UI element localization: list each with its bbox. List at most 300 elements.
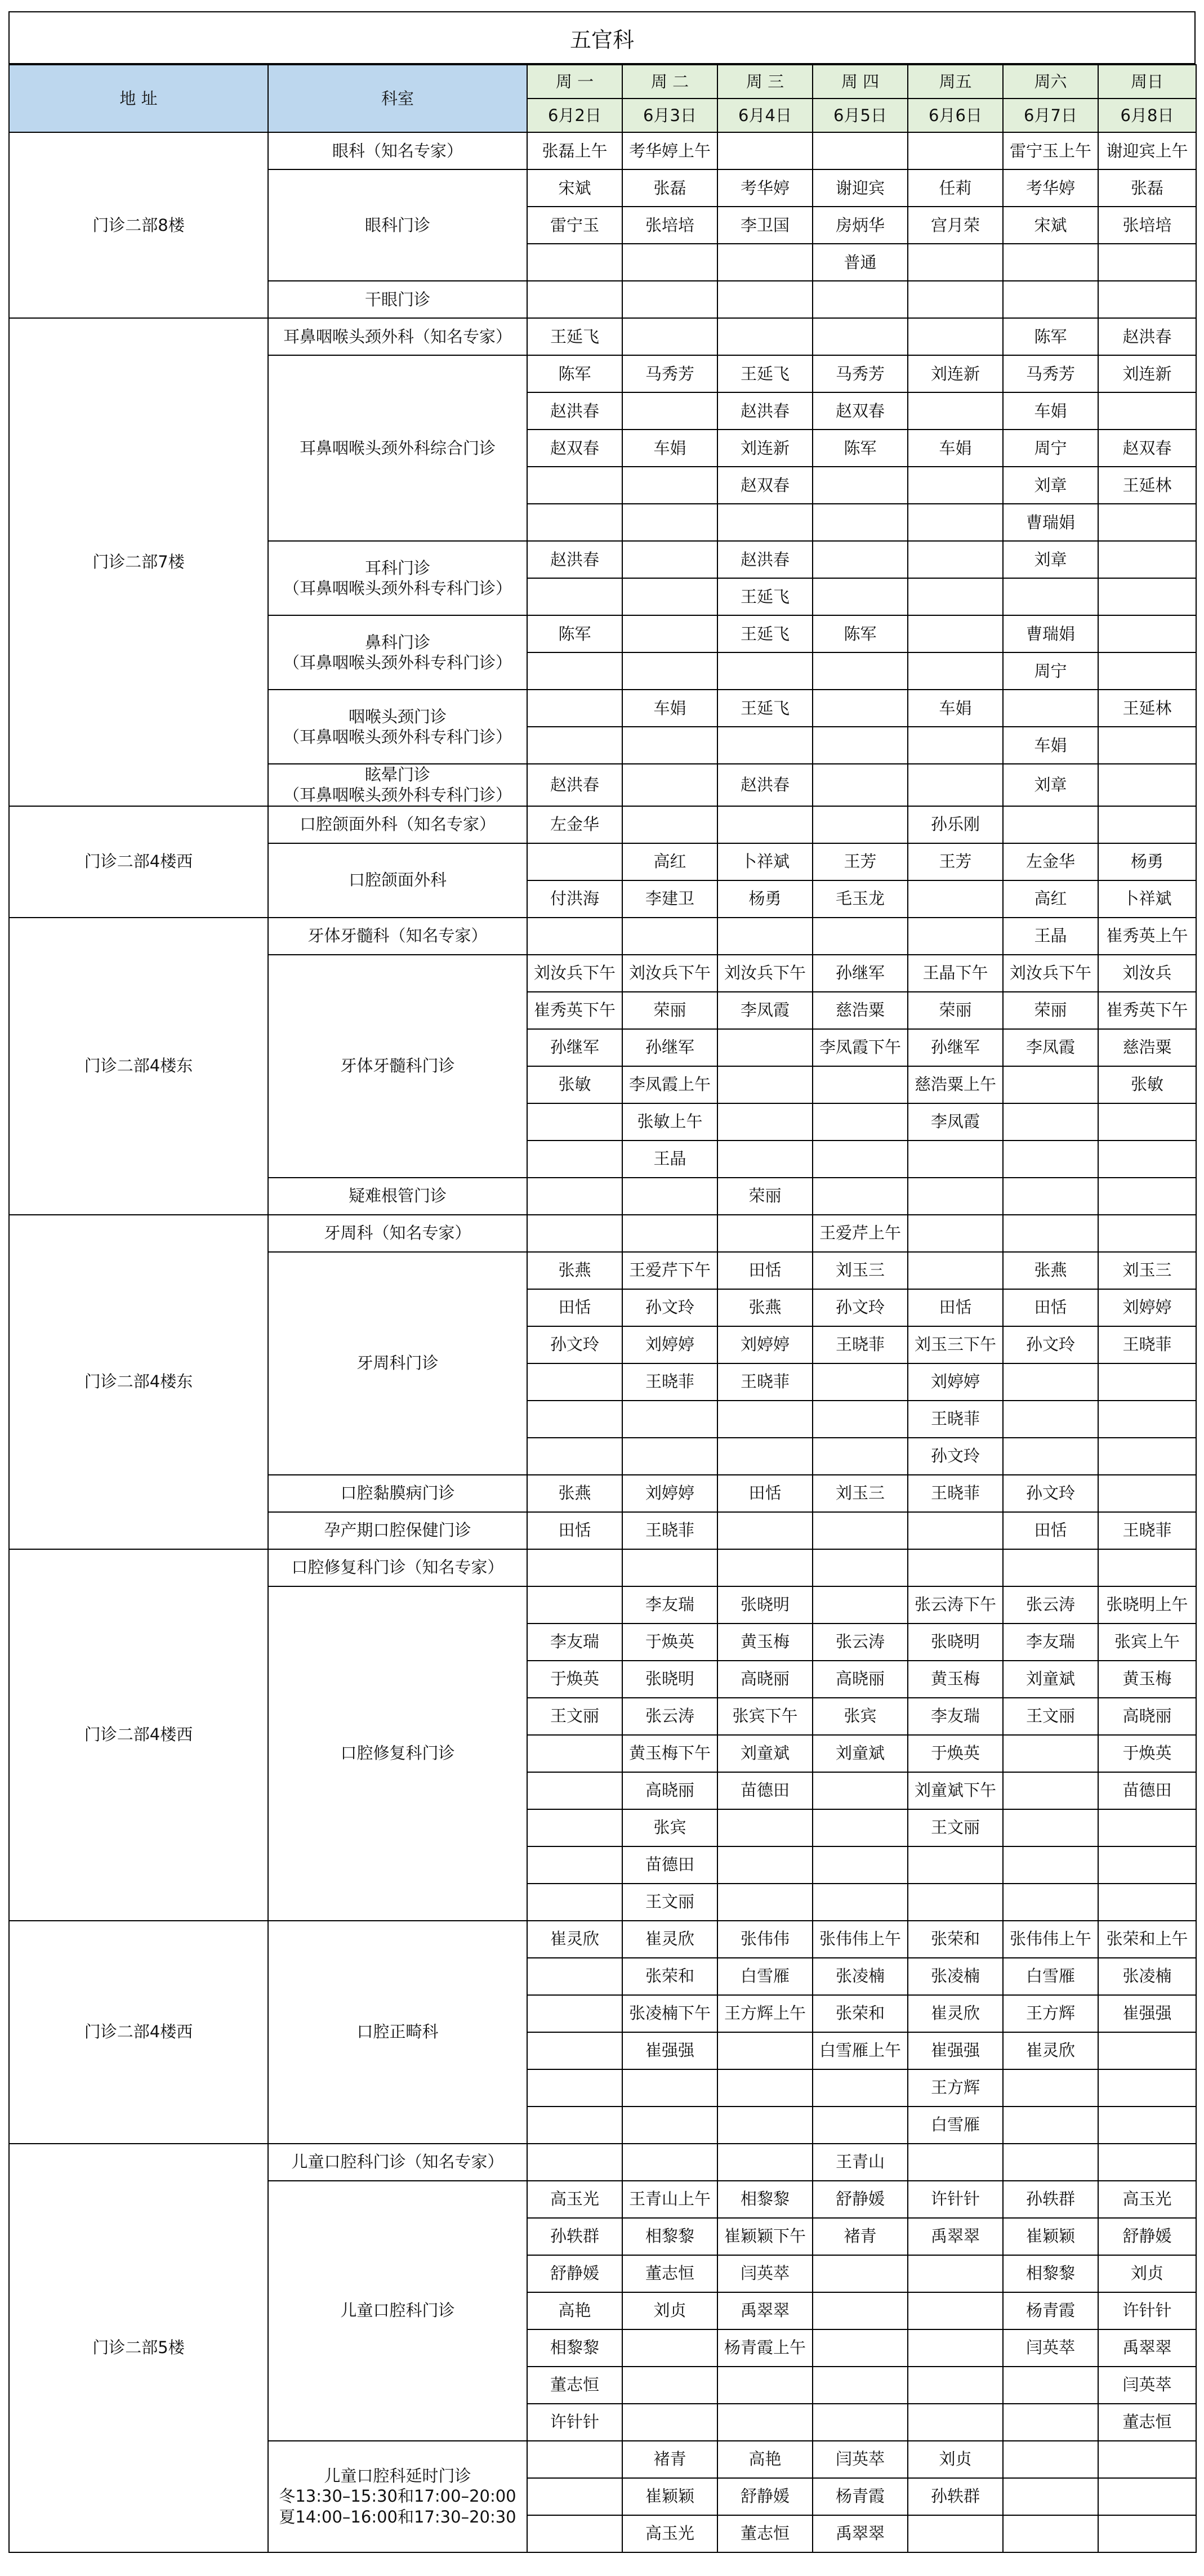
doctor-cell: 相黎黎 [1003, 2255, 1098, 2292]
header-date: 6月8日 [1098, 99, 1196, 132]
department-cell [268, 806, 527, 843]
doctor-cell: 崔颖颖 [622, 2478, 717, 2515]
doctor-cell [717, 2032, 813, 2069]
doctor-cell [1098, 2107, 1196, 2144]
department-name-line: 冬13:30–15:30和17:00–20:00 [279, 2486, 516, 2506]
department-name-line: 牙体牙髓科（知名专家） [307, 926, 488, 946]
doctor-cell: 许针针 [1098, 2292, 1196, 2329]
doctor-cell [1003, 2404, 1098, 2441]
doctor-cell: 李友瑞 [527, 1624, 622, 1661]
doctor-cell: 张晓明上午 [1098, 1586, 1196, 1624]
doctor-cell [813, 727, 908, 764]
doctor-cell: 刘玉三 [813, 1252, 908, 1289]
doctor-cell [1003, 690, 1098, 727]
doctor-cell: 舒静媛 [527, 2255, 622, 2292]
address-cell: 门诊二部8楼 [9, 132, 268, 318]
doctor-cell [527, 1772, 622, 1809]
department-name-line: 眩晕门诊 [364, 765, 430, 784]
header-day: 周 一 [527, 65, 622, 99]
department-name-line: （耳鼻咽喉头颈外科专科门诊） [283, 727, 512, 746]
doctor-cell [717, 652, 813, 690]
department-name-line: 眼科门诊 [364, 215, 430, 235]
doctor-cell: 王延林 [1098, 467, 1196, 504]
doctor-cell: 赵洪春 [717, 392, 813, 430]
department-name-line: 鼻科门诊 [364, 632, 430, 652]
doctor-cell: 曹瑞娟 [1003, 615, 1098, 652]
doctor-cell [622, 727, 717, 764]
doctor-cell [813, 541, 908, 578]
department-cell [268, 1178, 527, 1215]
doctor-cell: 王晓菲 [622, 1363, 717, 1401]
doctor-cell [1098, 1103, 1196, 1141]
doctor-cell [622, 578, 717, 615]
doctor-cell: 王芳 [813, 843, 908, 880]
department-cell [268, 690, 527, 764]
doctor-cell: 王延林 [1098, 690, 1196, 727]
department-cell [268, 843, 527, 918]
doctor-cell: 谢迎宾上午 [1098, 132, 1196, 169]
doctor-cell: 董志恒 [527, 2367, 622, 2404]
doctor-cell: 李凤霞 [717, 992, 813, 1029]
doctor-cell: 刘汝兵下午 [527, 955, 622, 992]
doctor-cell: 孙轶群 [527, 2218, 622, 2255]
table-row [9, 2144, 1196, 2181]
doctor-cell: 赵洪春 [527, 392, 622, 430]
doctor-cell [813, 1103, 908, 1141]
doctor-cell [622, 541, 717, 578]
header-date: 6月6日 [908, 99, 1003, 132]
doctor-cell: 李友瑞 [1003, 1624, 1098, 1661]
department-name-line: 儿童口腔科门诊（知名专家） [291, 2152, 504, 2172]
doctor-cell [717, 727, 813, 764]
address-cell: 门诊二部7楼 [9, 318, 268, 806]
doctor-cell [622, 281, 717, 318]
department-cell [268, 1549, 527, 1586]
doctor-cell: 高玉光 [622, 2515, 717, 2552]
doctor-cell: 张荣和 [813, 1995, 908, 2032]
doctor-cell [527, 467, 622, 504]
doctor-cell: 田恬 [527, 1289, 622, 1326]
doctor-cell [717, 1884, 813, 1921]
doctor-cell: 禹翠翠 [1098, 2329, 1196, 2367]
department-cell [268, 1512, 527, 1549]
address-cell: 门诊二部4楼西 [9, 806, 268, 918]
doctor-cell [622, 615, 717, 652]
doctor-cell [1098, 578, 1196, 615]
department-name-line: （耳鼻咽喉头颈外科专科门诊） [283, 785, 512, 805]
doctor-cell: 刘章 [1003, 541, 1098, 578]
doctor-cell: 刘章 [1003, 467, 1098, 504]
doctor-cell: 孙乐刚 [908, 806, 1003, 843]
doctor-cell: 刘童斌 [717, 1735, 813, 1772]
doctor-cell [622, 2144, 717, 2181]
doctor-cell [813, 1846, 908, 1884]
doctor-cell [717, 1215, 813, 1252]
doctor-cell: 张宾下午 [717, 1698, 813, 1735]
header-date: 6月2日 [527, 99, 622, 132]
doctor-cell: 崔灵欣 [908, 1995, 1003, 2032]
doctor-cell: 高红 [622, 843, 717, 880]
doctor-cell: 慈浩粟上午 [908, 1066, 1003, 1103]
doctor-cell: 李凤霞 [1003, 1029, 1098, 1066]
doctor-cell: 张云涛下午 [908, 1586, 1003, 1624]
doctor-cell [1098, 1401, 1196, 1438]
doctor-cell [813, 918, 908, 955]
doctor-cell: 苗德田 [1098, 1772, 1196, 1809]
doctor-cell: 王方辉 [908, 2069, 1003, 2107]
doctor-cell: 张伟伟上午 [813, 1921, 908, 1958]
doctor-cell [527, 2107, 622, 2144]
doctor-cell: 张荣和 [908, 1921, 1003, 1958]
doctor-cell [908, 1252, 1003, 1289]
doctor-cell: 王延飞 [527, 318, 622, 355]
doctor-cell: 荣丽 [908, 992, 1003, 1029]
doctor-cell [813, 1512, 908, 1549]
doctor-cell [1003, 1735, 1098, 1772]
doctor-cell: 左金华 [1003, 843, 1098, 880]
doctor-cell: 杨青霞 [813, 2478, 908, 2515]
doctor-cell [622, 806, 717, 843]
doctor-cell: 车娟 [908, 690, 1003, 727]
department-cell [268, 281, 527, 318]
doctor-cell: 荣丽 [1003, 992, 1098, 1029]
department-name-line: 口腔颌面外科（知名专家） [299, 815, 496, 834]
doctor-cell: 赵洪春 [527, 764, 622, 806]
doctor-cell: 车娟 [1003, 727, 1098, 764]
doctor-cell [908, 1141, 1003, 1178]
doctor-cell [717, 1029, 813, 1066]
doctor-cell: 闫英萃 [813, 2441, 908, 2478]
doctor-cell: 黄玉梅 [717, 1624, 813, 1661]
doctor-cell: 李友瑞 [622, 1586, 717, 1624]
department-name-line: 牙周科（知名专家） [324, 1223, 471, 1243]
doctor-cell: 闫英萃 [717, 2255, 813, 2292]
doctor-cell [717, 918, 813, 955]
department-name-line: 耳鼻咽喉头颈外科（知名专家） [283, 327, 512, 346]
doctor-cell: 宋斌 [1003, 207, 1098, 244]
doctor-cell: 孙文玲 [908, 1438, 1003, 1475]
table-row [9, 1215, 1196, 1252]
doctor-cell [1003, 1066, 1098, 1103]
department-cell [268, 318, 527, 355]
doctor-cell: 刘汝兵下午 [622, 955, 717, 992]
doctor-cell: 高艳 [527, 2292, 622, 2329]
doctor-cell [1098, 1215, 1196, 1252]
doctor-cell: 赵双春 [1098, 430, 1196, 467]
department-name-line: 口腔修复科门诊（知名专家） [291, 1558, 504, 1577]
doctor-cell: 刘玉三 [813, 1475, 908, 1512]
doctor-cell: 崔颖颖 [1003, 2218, 1098, 2255]
doctor-cell: 张凌楠 [1098, 1958, 1196, 1995]
doctor-cell: 崔强强 [1098, 1995, 1196, 2032]
doctor-cell [813, 1363, 908, 1401]
doctor-cell [527, 1586, 622, 1624]
doctor-cell: 张晓明 [717, 1586, 813, 1624]
doctor-cell: 刘婷婷 [908, 1363, 1003, 1401]
doctor-cell: 周宁 [1003, 652, 1098, 690]
doctor-cell: 张荣和上午 [1098, 1921, 1196, 1958]
department-cell [268, 918, 527, 955]
doctor-cell [908, 467, 1003, 504]
department-cell [268, 955, 527, 1178]
doctor-cell: 相黎黎 [622, 2218, 717, 2255]
doctor-cell: 张云涛 [622, 1698, 717, 1735]
department-name-line: 口腔黏膜病门诊 [340, 1483, 455, 1503]
doctor-cell: 田恬 [527, 1512, 622, 1549]
header-day: 周 四 [813, 65, 908, 99]
department-cell [268, 2144, 527, 2181]
department-name-line: 儿童口腔科门诊 [340, 2301, 455, 2320]
doctor-cell [813, 281, 908, 318]
doctor-cell [908, 918, 1003, 955]
doctor-cell [908, 1549, 1003, 1586]
doctor-cell [908, 2255, 1003, 2292]
doctor-cell: 白雪雁上午 [813, 2032, 908, 2069]
department-name-line: （耳鼻咽喉头颈外科专科门诊） [283, 579, 512, 598]
doctor-cell: 田恬 [1003, 1512, 1098, 1549]
doctor-cell: 陈军 [813, 430, 908, 467]
doctor-cell: 闫英萃 [1003, 2329, 1098, 2367]
doctor-cell [908, 1215, 1003, 1252]
doctor-cell [813, 504, 908, 541]
doctor-cell: 王晓菲 [1098, 1326, 1196, 1363]
doctor-cell: 王文丽 [527, 1698, 622, 1735]
doctor-cell: 高玉光 [1098, 2181, 1196, 2218]
doctor-cell [1003, 244, 1098, 281]
doctor-cell [908, 2367, 1003, 2404]
doctor-cell: 孙继军 [813, 955, 908, 992]
header-day: 周 三 [717, 65, 813, 99]
doctor-cell [1003, 2515, 1098, 2552]
department-cell [268, 132, 527, 169]
doctor-cell [622, 2329, 717, 2367]
doctor-cell: 宫月荣 [908, 207, 1003, 244]
doctor-cell [717, 806, 813, 843]
doctor-cell: 田恬 [1003, 1289, 1098, 1326]
header-date: 6月5日 [813, 99, 908, 132]
doctor-cell [527, 727, 622, 764]
doctor-cell: 于焕英 [1098, 1735, 1196, 1772]
doctor-cell [527, 2144, 622, 2181]
doctor-cell [717, 1846, 813, 1884]
doctor-cell [908, 318, 1003, 355]
header-date: 6月3日 [622, 99, 717, 132]
doctor-cell [1003, 1884, 1098, 1921]
doctor-cell: 刘婷婷 [622, 1326, 717, 1363]
doctor-cell: 王方辉 [1003, 1995, 1098, 2032]
doctor-cell [1098, 1141, 1196, 1178]
doctor-cell: 刘连新 [1098, 355, 1196, 392]
doctor-cell [527, 1141, 622, 1178]
doctor-cell [1098, 1475, 1196, 1512]
doctor-cell [813, 1586, 908, 1624]
doctor-cell [717, 2144, 813, 2181]
doctor-cell [1003, 281, 1098, 318]
doctor-cell: 黄玉梅下午 [622, 1735, 717, 1772]
doctor-cell [813, 1401, 908, 1438]
doctor-cell [1003, 1215, 1098, 1252]
doctor-cell [1098, 615, 1196, 652]
department-name-line: 牙周科门诊 [356, 1353, 439, 1373]
doctor-cell [527, 1103, 622, 1141]
department-name-line: 耳鼻咽喉头颈外科综合门诊 [299, 438, 496, 458]
doctor-cell: 田恬 [717, 1252, 813, 1289]
table-row [9, 1921, 1196, 1958]
doctor-cell [717, 1141, 813, 1178]
table-row [9, 318, 1196, 355]
doctor-cell: 雷宁玉 [527, 207, 622, 244]
doctor-cell [1003, 806, 1098, 843]
doctor-cell: 褚青 [622, 2441, 717, 2478]
doctor-cell: 王爱芹下午 [622, 1252, 717, 1289]
doctor-cell: 刘玉三 [1098, 1252, 1196, 1289]
doctor-cell: 李凤霞下午 [813, 1029, 908, 1066]
doctor-cell [622, 918, 717, 955]
doctor-cell: 赵洪春 [717, 764, 813, 806]
schedule-table [8, 64, 1197, 2553]
address-cell: 门诊二部4楼西 [9, 1921, 268, 2144]
doctor-cell: 崔颖颖下午 [717, 2218, 813, 2255]
doctor-cell: 考华婷 [717, 169, 813, 207]
doctor-cell: 付洪海 [527, 880, 622, 918]
department-name-line: 口腔正畸科 [356, 2022, 439, 2042]
doctor-cell: 王文丽 [622, 1884, 717, 1921]
doctor-cell: 张磊 [1098, 169, 1196, 207]
doctor-cell [527, 1178, 622, 1215]
doctor-cell: 高晓丽 [717, 1661, 813, 1698]
doctor-cell [1003, 2144, 1098, 2181]
doctor-cell: 任莉 [908, 169, 1003, 207]
header-date: 6月7日 [1003, 99, 1098, 132]
doctor-cell: 褚青 [813, 2218, 908, 2255]
department-cell [268, 169, 527, 281]
doctor-cell: 张培培 [622, 207, 717, 244]
table-row [9, 132, 1196, 169]
page-title: 五官科 [8, 11, 1196, 64]
doctor-cell: 孙文玲 [1003, 1475, 1098, 1512]
doctor-cell: 赵双春 [813, 392, 908, 430]
doctor-cell: 张云涛 [813, 1624, 908, 1661]
doctor-cell: 张荣和 [622, 1958, 717, 1995]
doctor-cell [717, 1512, 813, 1549]
doctor-cell [527, 1363, 622, 1401]
doctor-cell [717, 2367, 813, 2404]
doctor-cell: 左金华 [527, 806, 622, 843]
doctor-cell: 刘婷婷 [622, 1475, 717, 1512]
doctor-cell [527, 918, 622, 955]
doctor-cell: 王文丽 [908, 1809, 1003, 1846]
doctor-cell: 雷宁玉上午 [1003, 132, 1098, 169]
doctor-cell [527, 504, 622, 541]
doctor-cell: 刘贞 [1098, 2255, 1196, 2292]
address-cell: 门诊二部4楼东 [9, 918, 268, 1215]
doctor-cell: 车娟 [622, 690, 717, 727]
doctor-cell [813, 1549, 908, 1586]
department-cell [268, 2181, 527, 2441]
doctor-cell: 刘童斌 [1003, 1661, 1098, 1698]
doctor-cell: 董志恒 [622, 2255, 717, 2292]
doctor-cell [622, 1215, 717, 1252]
doctor-cell: 李卫国 [717, 207, 813, 244]
doctor-cell: 高晓丽 [1098, 1698, 1196, 1735]
doctor-cell: 相黎黎 [717, 2181, 813, 2218]
doctor-cell: 王晓菲 [1098, 1512, 1196, 1549]
doctor-cell [1098, 281, 1196, 318]
doctor-cell [908, 132, 1003, 169]
doctor-cell: 高晓丽 [813, 1661, 908, 1698]
doctor-cell [527, 578, 622, 615]
doctor-cell [622, 2107, 717, 2144]
doctor-cell [527, 1958, 622, 1995]
doctor-cell [527, 2515, 622, 2552]
doctor-cell [908, 1178, 1003, 1215]
doctor-cell: 慈浩粟 [1098, 1029, 1196, 1066]
doctor-cell: 王延飞 [717, 615, 813, 652]
doctor-cell [813, 1178, 908, 1215]
address-cell: 门诊二部5楼 [9, 2144, 268, 2552]
doctor-cell: 张培培 [1098, 207, 1196, 244]
doctor-cell: 张燕 [527, 1252, 622, 1289]
doctor-cell: 崔强强 [622, 2032, 717, 2069]
doctor-cell: 张燕 [1003, 1252, 1098, 1289]
doctor-cell [1098, 2441, 1196, 2478]
doctor-cell [622, 2367, 717, 2404]
doctor-cell: 白雪雁 [717, 1958, 813, 1995]
doctor-cell: 崔灵欣 [1003, 2032, 1098, 2069]
doctor-cell [813, 2069, 908, 2107]
doctor-cell: 王晶 [622, 1141, 717, 1178]
doctor-cell [622, 504, 717, 541]
department-name-line: 耳科门诊 [364, 558, 430, 578]
doctor-cell [527, 843, 622, 880]
doctor-cell [908, 1512, 1003, 1549]
doctor-cell [1098, 392, 1196, 430]
doctor-cell: 王延飞 [717, 355, 813, 392]
doctor-cell [717, 2069, 813, 2107]
table-row [9, 918, 1196, 955]
doctor-cell [622, 2069, 717, 2107]
doctor-cell: 高玉光 [527, 2181, 622, 2218]
department-name-line: 孕产期口腔保健门诊 [324, 1520, 471, 1540]
doctor-cell [1003, 1363, 1098, 1401]
doctor-cell: 周宁 [1003, 430, 1098, 467]
doctor-cell [527, 1215, 622, 1252]
doctor-cell: 孙文玲 [527, 1326, 622, 1363]
doctor-cell [1003, 1438, 1098, 1475]
doctor-cell [813, 764, 908, 806]
doctor-cell: 王晶 [1003, 918, 1098, 955]
doctor-cell [1098, 1846, 1196, 1884]
doctor-cell: 孙继军 [908, 1029, 1003, 1066]
doctor-cell [527, 690, 622, 727]
doctor-cell: 车娟 [908, 430, 1003, 467]
doctor-cell [908, 392, 1003, 430]
doctor-cell [908, 281, 1003, 318]
doctor-cell: 王方辉上午 [717, 1995, 813, 2032]
doctor-cell [1098, 652, 1196, 690]
doctor-cell: 于焕英 [622, 1624, 717, 1661]
doctor-cell [1098, 1884, 1196, 1921]
doctor-cell: 赵双春 [717, 467, 813, 504]
doctor-cell: 崔灵欣 [527, 1921, 622, 1958]
doctor-cell: 杨青霞 [1003, 2292, 1098, 2329]
doctor-cell: 毛玉龙 [813, 880, 908, 918]
doctor-cell [622, 652, 717, 690]
doctor-cell: 李凤霞 [908, 1103, 1003, 1141]
department-name-line: 夏14:00–16:00和17:30–20:30 [279, 2507, 516, 2526]
doctor-cell: 荣丽 [622, 992, 717, 1029]
doctor-cell [527, 1809, 622, 1846]
